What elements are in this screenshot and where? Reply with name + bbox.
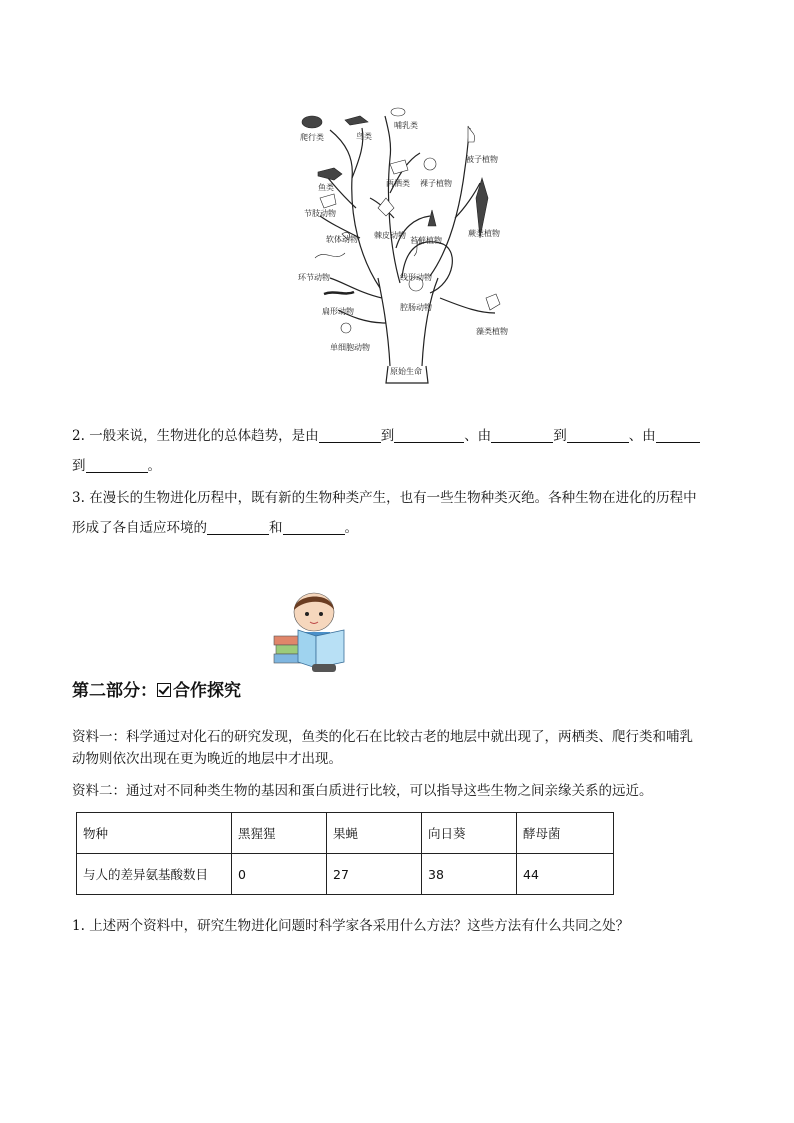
question-2-line-1: 2. 一般来说，生物进化的总体趋势，是由 到 、由 到 、由 <box>72 426 700 446</box>
question-3-line-2: 形成了各自适应环境的 和 。 <box>72 520 358 536</box>
evolution-tree-svg <box>290 98 530 388</box>
label-bryophytes: 苔藓植物 <box>410 236 442 245</box>
label-reptiles: 爬行类 <box>300 133 324 142</box>
table-cell: 向日葵 <box>422 813 517 854</box>
label-arthropods: 节肢动物 <box>304 209 336 218</box>
amino-acid-table <box>76 812 614 895</box>
answer-blank[interactable] <box>567 428 629 443</box>
table-cell: 38 <box>422 854 517 895</box>
label-origin: 原始生命 <box>390 367 422 376</box>
label-mammals: 哺乳类 <box>394 121 418 130</box>
label-protozoa: 单细胞动物 <box>330 343 370 352</box>
label-nematodes: 线形动物 <box>400 273 432 282</box>
section-title: 第二部分： 合作探究 <box>72 681 241 701</box>
label-birds: 鸟类 <box>356 132 372 141</box>
table-cell: 44 <box>517 854 614 895</box>
question-2-line-2: 到 。 <box>72 458 161 474</box>
label-fish: 鱼类 <box>318 183 334 192</box>
label-angiosperms: 被子植物 <box>466 155 498 164</box>
answer-blank[interactable] <box>207 520 269 535</box>
evolution-tree-figure <box>290 98 530 388</box>
question-3-line-1: 3. 在漫长的生物进化历程中，既有新的生物种类产生，也有一些生物种类灭绝。各种生物在进化的历程中 <box>72 490 697 506</box>
material-2: 资料二：通过对不同种类生物的基因和蛋白质进行比较，可以指导这些生物之间亲缘关系的远近。 <box>72 783 653 799</box>
table-row <box>77 854 614 895</box>
table-header-row <box>77 813 614 854</box>
final-question: 1. 上述两个资料中，研究生物进化问题时科学家各采用什么方法？这些方法有什么共同之处？ <box>72 918 630 934</box>
label-annelids: 环节动物 <box>298 273 330 282</box>
table-cell: 酵母菌 <box>517 813 614 854</box>
table-cell: 物种 <box>77 813 232 854</box>
table-cell: 0 <box>232 854 327 895</box>
answer-blank[interactable] <box>656 428 700 443</box>
answer-blank[interactable] <box>283 520 345 535</box>
answer-blank[interactable] <box>491 428 553 443</box>
label-gymnosperms: 裸子植物 <box>420 179 452 188</box>
table-cell: 与人的差异氨基酸数目 <box>77 854 232 895</box>
label-echinoderms: 棘皮动物 <box>374 231 406 240</box>
table-cell: 27 <box>327 854 422 895</box>
boy-reading-illustration <box>272 586 350 674</box>
checkbox-checked-icon <box>157 683 171 697</box>
label-mollusks: 软体动物 <box>326 235 358 244</box>
answer-blank[interactable] <box>86 458 148 473</box>
label-coelenterates: 腔肠动物 <box>400 303 432 312</box>
table-cell: 黑猩猩 <box>232 813 327 854</box>
answer-blank[interactable] <box>319 428 381 443</box>
label-flatworms: 扁形动物 <box>322 307 354 316</box>
label-ferns: 蕨类植物 <box>468 229 500 238</box>
label-algae: 藻类植物 <box>476 327 508 336</box>
material-1: 资料一：科学通过对化石的研究发现，鱼类的化石在比较古老的地层中就出现了，两栖类、爬行类和哺乳 动物则依次出现在更为晚近的地层中才出现。 <box>72 729 693 767</box>
table-cell: 果蝇 <box>327 813 422 854</box>
label-amphibians: 两栖类 <box>386 179 410 188</box>
answer-blank[interactable] <box>394 428 464 443</box>
